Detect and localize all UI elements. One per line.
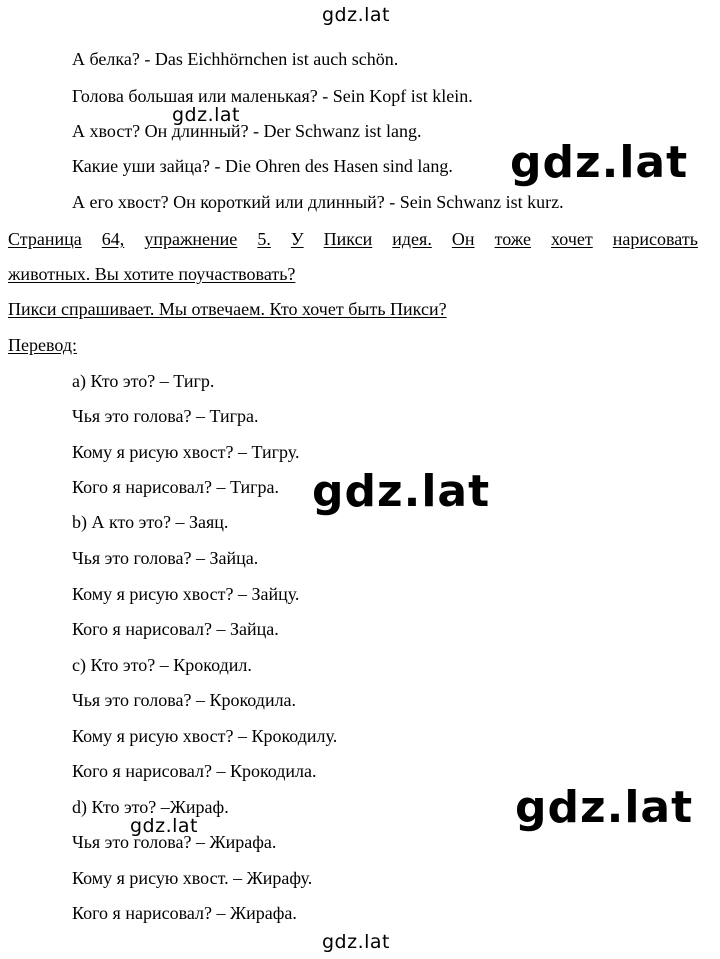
watermark-big-right-bottom: gdz.lat: [515, 782, 694, 833]
word: упражнение: [144, 229, 238, 249]
text-line: А белка? - Das Eichhörnchen ist auch schön.: [72, 49, 399, 69]
task-heading-line-3: Пикси спрашивает. Мы отвечаем. Кто хочет быть Пикси?: [8, 299, 447, 319]
answer-line: Кого я нарисовал? – Тигра.: [72, 477, 279, 497]
translation-label: Перевод:: [8, 335, 77, 355]
word: 5.: [257, 229, 271, 249]
text-line: А хвост? Он длинный? - Der Schwanz ist lang.: [72, 121, 422, 141]
answer-line: Чья это голова? – Тигра.: [72, 406, 259, 426]
task-heading-line-1: [8, 228, 698, 250]
word: Страница: [8, 229, 82, 249]
answer-line: Чья это голова? – Крокодила.: [72, 690, 297, 710]
text-line: А его хвост? Он короткий или длинный? - Sein Schwanz ist kurz.: [72, 192, 564, 212]
watermark-big-right-top: gdz.lat: [510, 137, 689, 188]
watermark-small-mid: gdz.lat: [172, 104, 241, 126]
answer-line: Кому я рисую хвост? – Зайцу.: [72, 584, 300, 604]
answer-line: Чья это голова? – Зайца.: [72, 548, 259, 568]
watermark-bottom: gdz.lat: [322, 931, 391, 953]
answer-line: a) Кто это? – Тигр.: [72, 371, 215, 391]
answer-line: Кого я нарисовал? – Жирафа.: [72, 903, 297, 923]
word: У: [290, 229, 304, 249]
watermark-top: gdz.lat: [322, 4, 391, 26]
answer-line: Кого я нарисовал? – Крокодила.: [72, 761, 317, 781]
task-heading-line-2: животных. Вы хотите поучаствовать?: [8, 264, 296, 284]
answer-line: b) А кто это? – Заяц.: [72, 512, 229, 532]
word: Пикси: [323, 229, 373, 249]
answer-line: Кому я рисую хвост? – Тигру.: [72, 442, 300, 462]
answer-line: Кого я нарисовал? – Зайца.: [72, 619, 279, 639]
word: Он: [451, 229, 475, 249]
answer-line: c) Кто это? – Крокодил.: [72, 655, 252, 675]
answer-line: Кому я рисую хвост. – Жирафу.: [72, 868, 313, 888]
watermark-small-bottom-left: gdz.lat: [130, 815, 199, 837]
answer-line: Чья это голова? – Жирафа.: [72, 832, 277, 852]
text-line: Голова большая или маленькая? - Sein Kopf ist klein.: [72, 86, 473, 106]
word: тоже: [494, 229, 531, 249]
word: хочет: [550, 229, 593, 249]
answer-line: d) Кто это? –Жираф.: [72, 797, 229, 817]
word: 64,: [101, 229, 125, 249]
answer-line: Кому я рисую хвост? – Крокодилу.: [72, 726, 338, 746]
watermark-big-center: gdz.lat: [312, 466, 491, 517]
text-line: Какие уши зайца? - Die Ohren des Hasen sind lang.: [72, 156, 453, 176]
word: нарисовать: [612, 229, 698, 249]
word: идея.: [392, 229, 432, 249]
